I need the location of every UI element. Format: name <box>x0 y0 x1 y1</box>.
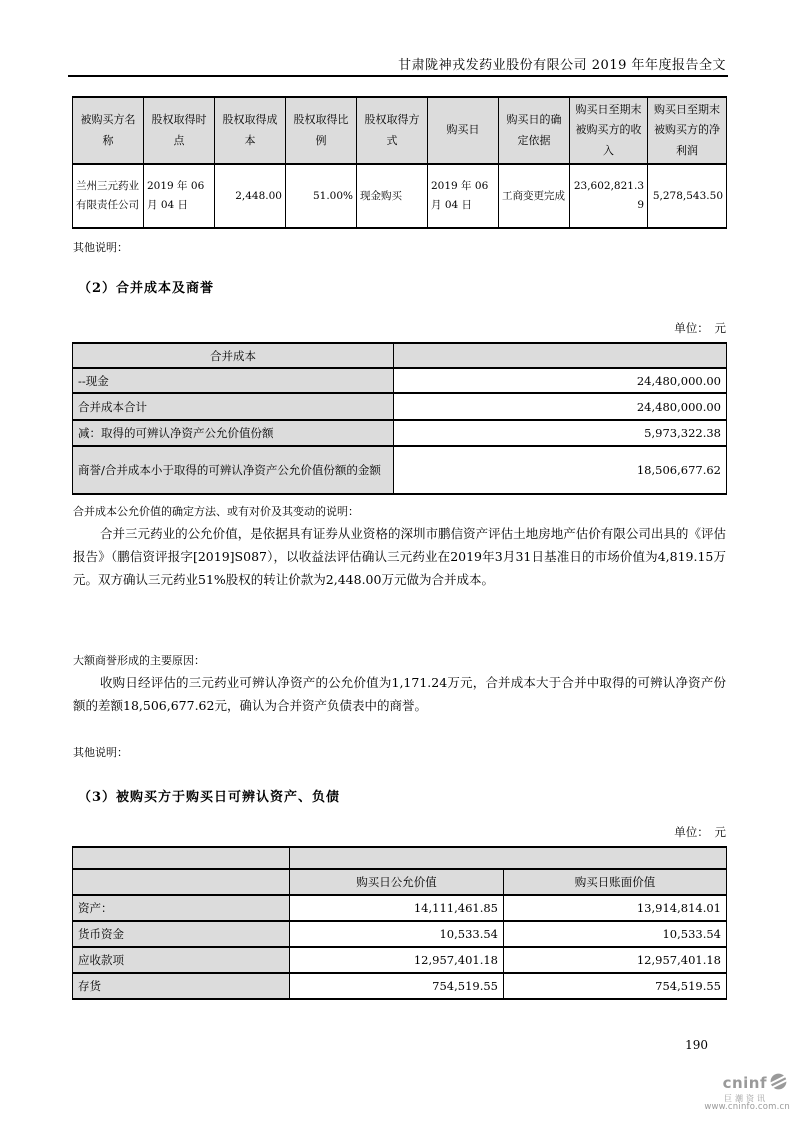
book-value-cell: 13,914,814.01 <box>504 895 727 921</box>
row-label-cell: 存货 <box>73 973 290 999</box>
net-profit-since-purchase-cell: 5,278,543.50 <box>648 164 727 228</box>
row-value-cell: 24,480,000.00 <box>394 393 727 420</box>
book-value-cell: 12,957,401.18 <box>504 947 727 973</box>
table-header-cell: 购买日至期末被购买方的净利润 <box>648 97 727 164</box>
table-row <box>73 895 727 921</box>
table-header-cell: 购买日公允价值 <box>290 869 504 895</box>
table-row <box>73 420 727 446</box>
row-label-cell: --现金 <box>73 368 394 393</box>
cninfo-url: www.cninfo.com.cn <box>704 1102 790 1113</box>
cninfo-brand-text: cninf <box>722 1074 767 1093</box>
goodwill-paragraph: 收购日经评估的三元药业可辨认净资产的公允价值为1,171.24万元，合并成本大于合并中取得的可辨认净资产份额的差额18,506,677.62元，确认为合并资产负债表中的商誉。 <box>73 675 726 713</box>
book-value-cell: 754,519.55 <box>504 973 727 999</box>
merge-cost-goodwill-table <box>72 342 727 495</box>
table-header-cell: 股权取得成本 <box>215 97 286 164</box>
purchase-date-cell: 2019 年 06 月 04 日 <box>428 164 499 228</box>
header-divider <box>68 75 728 77</box>
row-value-cell: 18,506,677.62 <box>394 446 727 494</box>
row-label-cell: 货币资金 <box>73 921 290 947</box>
table-header-row <box>73 869 727 895</box>
table-header-cell: 股权取得方式 <box>357 97 428 164</box>
fair-value-method-label: 合并成本公允价值的确定方法、或有对价及其变动的说明： <box>73 505 359 518</box>
table-row <box>73 973 727 999</box>
page-number: 190 <box>685 1038 708 1052</box>
fair-value-cell: 10,533.54 <box>290 921 504 947</box>
fair-value-cell: 14,111,461.85 <box>290 895 504 921</box>
fair-value-cell: 754,519.55 <box>290 973 504 999</box>
cninfo-swirl-icon <box>769 1072 788 1095</box>
section-heading-merge-cost: （2）合并成本及商誉 <box>78 281 215 296</box>
table-header-row <box>73 847 727 869</box>
goodwill-reason-label: 大额商誉形成的主要原因： <box>73 654 205 667</box>
table-row <box>73 368 727 393</box>
row-label-cell: 减：取得的可辨认净资产公允价值份额 <box>73 420 394 446</box>
unit-label: 单位： 元 <box>674 825 726 839</box>
table-header-row <box>73 97 727 164</box>
table-header-cell: 被购买方名称 <box>73 97 144 164</box>
identifiable-assets-table <box>72 846 727 1000</box>
table-header-cell <box>73 869 290 895</box>
table-row <box>73 164 727 228</box>
table-header-cell: 股权取得比例 <box>286 97 357 164</box>
table-header-cell: 股权取得时点 <box>144 97 215 164</box>
row-label-cell: 商誉/合并成本小于取得的可辨认净资产公允价值份额的金额 <box>73 446 394 494</box>
revenue-since-purchase-cell: 23,602,821.39 <box>570 164 648 228</box>
cninfo-chinese-name: 巨潮资讯 <box>724 1093 768 1103</box>
table-header-cell <box>73 847 290 869</box>
table-header-row <box>73 343 727 368</box>
acquisition-method-cell: 现金购买 <box>357 164 428 228</box>
acquisition-summary-table <box>72 96 727 229</box>
table-header-cell <box>394 343 727 368</box>
book-value-cell: 10,533.54 <box>504 921 727 947</box>
fair-value-cell: 12,957,401.18 <box>290 947 504 973</box>
report-header-title: 甘肃陇神戎发药业股份有限公司 2019 年年度报告全文 <box>398 58 726 73</box>
table-row <box>73 393 727 420</box>
equity-ratio-cell: 51.00% <box>286 164 357 228</box>
section-heading-identifiable-assets: （3）被购买方于购买日可辨认资产、负债 <box>78 790 341 805</box>
fair-value-paragraph: 合并三元药业的公允价值，是依据具有证券从业资格的深圳市鹏信资产评估土地房地产估价有限公司出具的《评估报告》（鹏信资评报字[2019]S087），以收益法评估确认三元药业在2019年3月31日基准日的市场价值为4,819.15万元。双方确认三元药业51%股权的转让价款为2,448.00万元做为合并成本。 <box>73 526 726 587</box>
equity-cost-cell: 2,448.00 <box>215 164 286 228</box>
equity-acquired-date-cell: 2019 年 06 月 04 日 <box>144 164 215 228</box>
row-label-cell: 合并成本合计 <box>73 393 394 420</box>
table-row <box>73 947 727 973</box>
row-value-cell: 24,480,000.00 <box>394 368 727 393</box>
row-label-cell: 应收款项 <box>73 947 290 973</box>
cninfo-logo <box>700 1072 790 1113</box>
table-row <box>73 921 727 947</box>
other-note-label: 其他说明： <box>73 746 128 759</box>
unit-label: 单位： 元 <box>674 321 726 335</box>
acquiree-name-cell: 兰州三元药业有限责任公司 <box>73 164 144 228</box>
row-value-cell: 5,973,322.38 <box>394 420 727 446</box>
table-header-cell: 购买日 <box>428 97 499 164</box>
row-label-cell: 资产： <box>73 895 290 921</box>
table-header-cell: 合并成本 <box>73 343 394 368</box>
other-note-label: 其他说明： <box>73 241 128 254</box>
table-header-cell: 购买日至期末被购买方的收入 <box>570 97 648 164</box>
table-header-cell: 购买日的确定依据 <box>499 97 570 164</box>
table-header-cell: 购买日账面价值 <box>504 869 727 895</box>
table-row <box>73 446 727 494</box>
purchase-date-basis-cell: 工商变更完成 <box>499 164 570 228</box>
table-header-cell <box>290 847 727 869</box>
